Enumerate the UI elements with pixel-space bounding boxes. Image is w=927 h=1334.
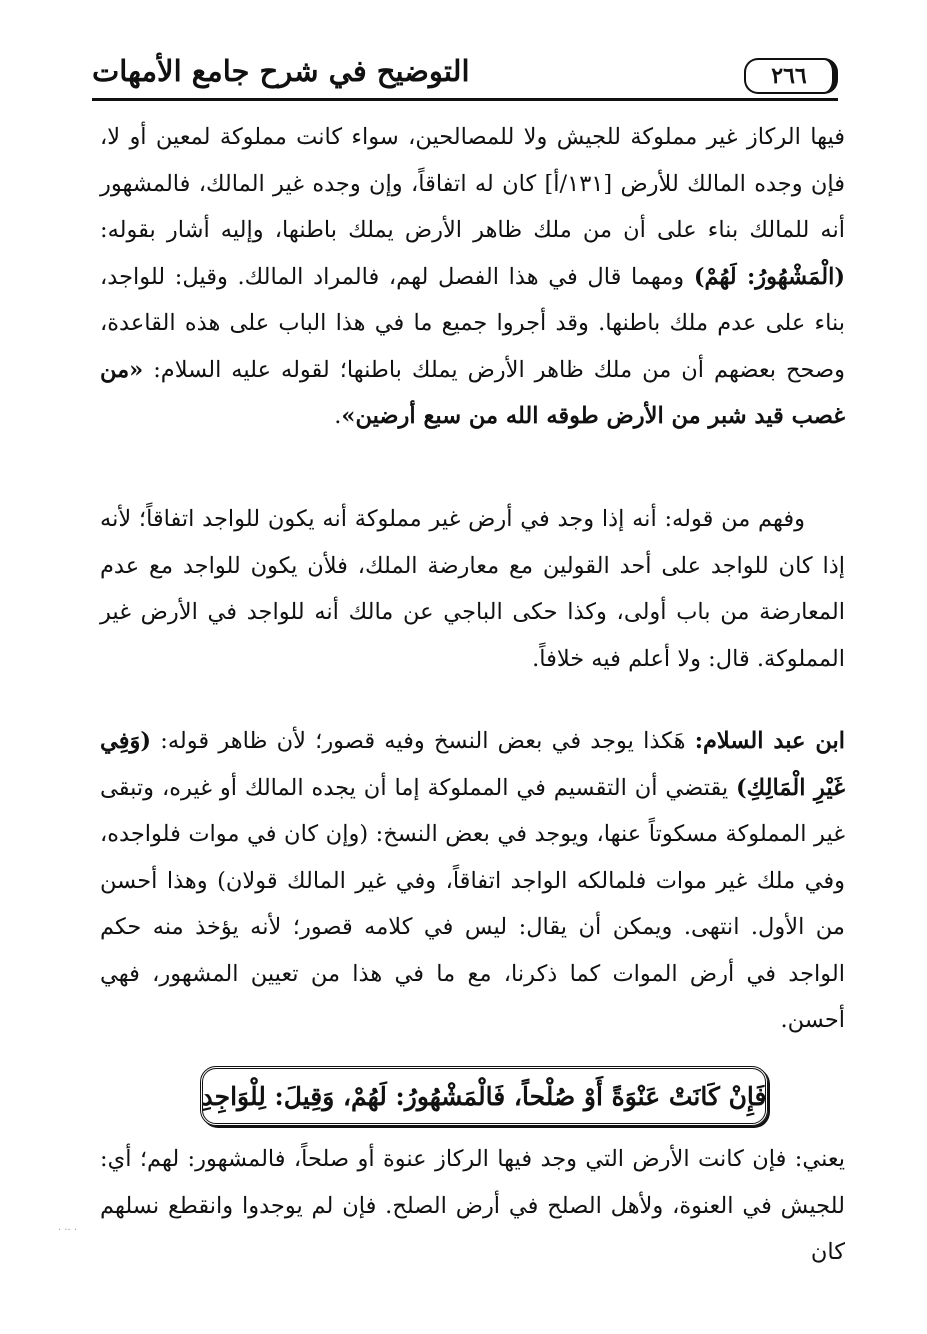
paragraph-1-start: فيها الركاز غير مملوكة للجيش ولا للمصالحين، سواء كانت مملوكة لمعين أو لا، فإن وجده المالك للأرض [١٣١/أ] كان له اتفاقاً، وإن وجده غير المالك، فالمشهور أنه للمالك بناء على أن من ملك ظاهر الأرض يملك باطنها، وإليه أشار بقوله: <box>100 124 846 243</box>
author-ibn-abd-alsalam: ابن عبد السلام: <box>694 728 845 754</box>
hadith-quote: «من غصب قيد شبر من الأرض طوقه الله من سبع أرضين» <box>100 356 845 429</box>
book-title <box>92 54 732 88</box>
paragraph-4 <box>100 1136 845 1276</box>
paragraph-2 <box>100 496 845 682</box>
paragraph-4-text: يعني: فإن كانت الأرض التي وجد فيها الركاز عنوة أو صلحاً، فالمشهور: لهم؛ أي: للجيش في العنوة، ولأهل الصلح في أرض الصلح. فإن لم يوجدوا وانقطع نسلهم كان <box>100 1146 845 1265</box>
paragraph-3-part-2: يقتضي أن التقسيم في المملوكة إما أن يجده المالك أو غيره، وتبقى غير المملوكة مسكوتاً عنها، ويوجد في بعض النسخ: (وإن كان في موات فلواجده، وفي ملك غير موات فلمالكه الواجد اتفاقاً، وفي غير المالك قولان) وهذا أحسن من الأول. انتهى. ويمكن أن يقال: ليس في كلامه قصور؛ لأنه يؤخذ منه حكم الواجد في أرض الموات كما ذكرنا، مع ما في هذا من تعيين المشهور، فهي أحسن. <box>100 774 845 1033</box>
paragraph-1-middle: ومهما قال في هذا الفصل لهم، فالمراد المالك. وقيل: للواجد، بناء على عدم ملك باطنها. وقد أجروا جميع ما في هذا الباب على هذه القاعدة، وصحح بعضهم أن من ملك ظاهر الأرض يملك باطنها؛ لقوله عليه السلام: <box>100 263 845 383</box>
matn-text: فَإِنْ كَانَتْ عَنْوَةً أَوْ صُلْحاً، فَالْمَشْهُورُ: لَهُمْ، وَقِيلَ: لِلْوَاجِدِ <box>201 1081 767 1111</box>
page-header <box>92 52 838 100</box>
header-rule <box>92 98 838 101</box>
quote-fi-ghayr-almalik: (وَفِي غَيْرِ الْمَالِكِ) <box>100 728 845 801</box>
paragraph-3 <box>100 718 845 1044</box>
matn-text-box <box>200 1066 768 1126</box>
paragraph-2-text: وفهم من قوله: أنه إذا وجد في أرض غير مملوكة أنه يكون للواجد اتفاقاً؛ لأنه إذا كان للواجد على أحد القولين مع معارضة الملك، فلأن يكون للواجد مع عدم المعارضة من باب أولى، وكذا حكى الباجي عن مالك أنه للواجد في الأرض غير المملوكة. قال: ولا أعلم فيه خلافاً. <box>100 506 845 672</box>
margin-mark: . .. . <box>58 1222 78 1233</box>
paragraph-3-part-1: هَكذا يوجد في بعض النسخ وفيه قصور؛ لأن ظاهر قوله: <box>151 728 695 754</box>
paragraph-1-end: . <box>334 403 342 429</box>
book-title-text: التوضيح في شرح جامع الأمهات <box>92 54 470 88</box>
page-number: ٢٦٦ <box>744 58 838 94</box>
quote-almashhur: (الْمَشْهُورُ: لَهُمْ) <box>693 263 845 290</box>
paragraph-1 <box>100 114 845 440</box>
